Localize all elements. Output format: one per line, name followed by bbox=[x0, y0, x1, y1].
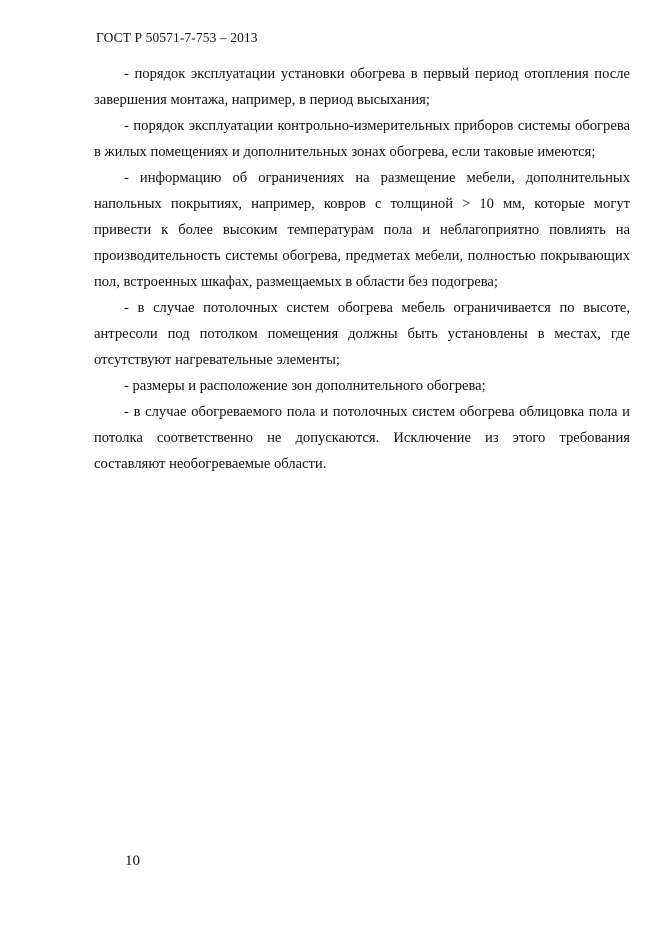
page-number: 10 bbox=[125, 853, 140, 869]
paragraph: - порядок эксплуатации контрольно-измерительных приборов системы обогрева в жилых помещениях и дополнительных зонах обогрева, если таковые имеются; bbox=[94, 118, 630, 160]
paragraph: - в случае потолочных систем обогрева мебель ограничивается по высоте, антресоли под потолком помещения должны быть установлены в местах, где отсутствуют нагревательные элементы; bbox=[94, 300, 630, 368]
paragraph: - размеры и расположение зон дополнительного обогрева; bbox=[124, 378, 486, 394]
document-body bbox=[94, 61, 630, 477]
document-header: ГОСТ Р 50571-7-753 – 2013 bbox=[96, 30, 258, 45]
paragraph: - информацию об ограничениях на размещение мебели, дополнительных напольных покрытиях, например, ковров с толщиной > 10 мм, которые могут привести к более высоким температурам пола и неблагоприятно повлиять на производительность системы обогрева, предметах мебели, полностью покрывающих пол, встроенных шкафах, размещаемых в области без подогрева; bbox=[94, 170, 630, 290]
paragraph: - порядок эксплуатации установки обогрева в первый период отопления после завершения монтажа, например, в период высыхания; bbox=[94, 66, 630, 108]
paragraph: - в случае обогреваемого пола и потолочных систем обогрева облицовка пола и потолка соответственно не допускаются. Исключение из этого требования составляют необогреваемые области. bbox=[94, 404, 630, 472]
